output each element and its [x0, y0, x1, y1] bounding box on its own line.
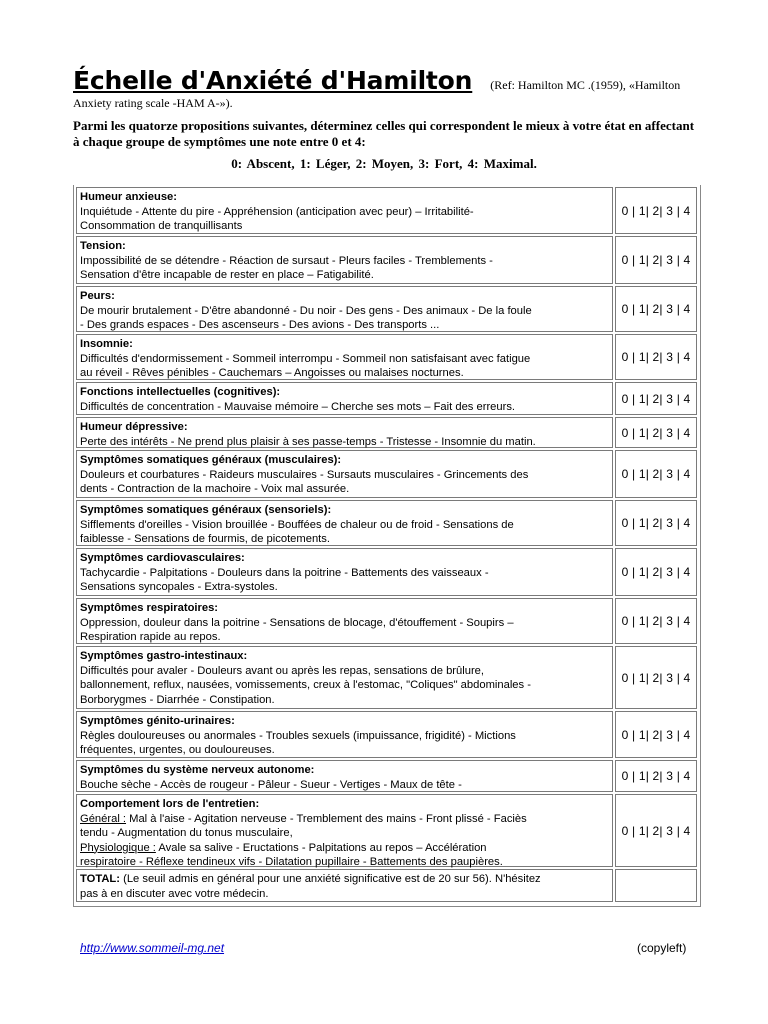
reference-line-2: Anxiety rating scale -HAM A-»). — [73, 96, 233, 110]
score-selector[interactable]: 0 | 1| 2| 3 | 4 — [615, 450, 697, 498]
symptom-text — [77, 501, 612, 547]
symptom-row — [76, 598, 613, 644]
symptom-title: Insomnie: — [80, 338, 133, 350]
symptom-title: Comportement lors de l'entretien: — [80, 798, 260, 810]
symptom-row — [76, 286, 613, 332]
symptom-title: Symptômes génito-urinaires: — [80, 715, 235, 727]
total-text — [77, 870, 612, 901]
symptom-description-line: Respiration rapide au repos. — [80, 631, 221, 643]
symptom-description-line: Sifflements d'oreilles - Vision brouillée - Bouffées de chaleur ou de froid - Sensations de — [80, 518, 514, 531]
symptom-description-line: Sensation d'être incapable de rester en place – Fatigabilité. — [80, 269, 374, 281]
title-row — [73, 66, 713, 95]
symptom-row — [76, 548, 613, 596]
symptom-description-line: Consommation de tranquillisants — [80, 220, 243, 232]
total-label: TOTAL: — [80, 873, 120, 885]
symptom-title: Peurs: — [80, 290, 115, 302]
score-selector[interactable]: 0 | 1| 2| 3 | 4 — [615, 794, 697, 867]
symptom-row — [76, 187, 613, 234]
score-selector[interactable]: 0 | 1| 2| 3 | 4 — [615, 760, 697, 792]
score-selector[interactable]: 0 | 1| 2| 3 | 4 — [615, 711, 697, 758]
symptom-row — [76, 500, 613, 546]
footer-copyleft: (copyleft) — [637, 941, 687, 955]
symptom-text — [77, 599, 612, 645]
symptom-title: Tension: — [80, 240, 126, 252]
symptom-description-line: - Des grands espaces - Des ascenseurs - Des avions - Des transports ... — [80, 319, 440, 331]
symptom-text — [77, 287, 612, 333]
symptom-text — [77, 335, 612, 381]
symptom-title: Symptômes somatiques généraux (musculaires): — [80, 454, 342, 466]
symptom-text — [77, 647, 612, 707]
score-selector[interactable]: 0 | 1| 2| 3 | 4 — [615, 286, 697, 332]
scale-legend: 0: Abscent, 1: Léger, 2: Moyen, 3: Fort, 4: Maximal. — [231, 156, 537, 171]
symptom-description-line: Bouche sèche - Accès de rougeur - Pâleur - Sueur - Vertiges - Maux de tête - — [80, 778, 462, 791]
symptom-description-line: Avale sa salive - Eructations - Palpitations au repos – Accélération — [155, 841, 487, 854]
symptom-description-line: ballonnement, reflux, nausées, vomissements, creux à l'estomac, "Coliques" abdominales - — [80, 679, 531, 691]
symptom-row — [76, 794, 613, 867]
symptom-text — [77, 795, 612, 870]
symptom-description-line: Difficultés de concentration - Mauvaise mémoire – Cherche ses mots – Fait des erreurs. — [80, 400, 516, 413]
symptom-description-line: Inquiétude - Attente du pire - Appréhension (anticipation avec peur) – Irritabilité- — [80, 205, 474, 218]
symptom-description-line: Douleurs et courbatures - Raideurs musculaires - Sursauts musculaires - Grincements des — [80, 468, 529, 481]
total-note-line: pas à en discuter avec votre médecin. — [80, 887, 269, 900]
score-selector[interactable]: 0 | 1| 2| 3 | 4 — [615, 236, 697, 284]
symptom-description-line: Mal à l'aise - Agitation nerveuse - Tremblement des mains - Front plissé - Faciès — [126, 812, 527, 825]
symptom-description-line: au réveil - Rêves pénibles - Cauchemars – Angoisses ou malaises nocturnes. — [80, 367, 464, 379]
symptom-title: Symptômes du système nerveux autonome: — [80, 764, 315, 776]
physiological-label: Physiologique : — [80, 841, 156, 854]
symptom-description-line: Difficultés pour avaler - Douleurs avant ou après les repas, sensations de brûlure, — [80, 664, 485, 677]
symptom-title: Humeur anxieuse: — [80, 191, 177, 203]
symptom-description-line: Sensations syncopales - Extra-systoles. — [80, 581, 278, 593]
score-selector[interactable]: 0 | 1| 2| 3 | 4 — [615, 500, 697, 546]
score-selector[interactable]: 0 | 1| 2| 3 | 4 — [615, 598, 697, 644]
symptom-row — [76, 236, 613, 284]
symptom-title: Symptômes somatiques généraux (sensoriels): — [80, 504, 332, 516]
total-score-cell[interactable] — [615, 869, 697, 902]
symptom-description-line: Oppression, douleur dans la poitrine - Sensations de blocage, d'étouffement - Soupirs – — [80, 616, 514, 629]
symptom-description-line: De mourir brutalement - D'être abandonné - Du noir - Des gens - Des animaux - De la foule — [80, 304, 532, 317]
symptom-text — [77, 451, 612, 497]
score-selector[interactable]: 0 | 1| 2| 3 | 4 — [615, 417, 697, 448]
symptom-row — [76, 760, 613, 792]
symptom-description-line: Borborygmes - Diarrhée - Constipation. — [80, 693, 275, 706]
score-selector[interactable]: 0 | 1| 2| 3 | 4 — [615, 646, 697, 709]
score-selector[interactable]: 0 | 1| 2| 3 | 4 — [615, 548, 697, 596]
symptom-title: Humeur dépressive: — [80, 421, 188, 433]
symptom-description-line: respiratoire - Réflexe tendineux vifs - Dilatation pupillaire - Battements des paupières. — [80, 856, 503, 868]
page-title: Échelle d'Anxiété d'Hamilton — [73, 66, 473, 95]
symptom-text — [77, 712, 612, 758]
symptom-row — [76, 334, 613, 380]
symptom-text — [77, 188, 612, 234]
symptom-text — [77, 418, 612, 449]
symptom-row — [76, 646, 613, 709]
symptom-description-line: Difficultés d'endormissement - Sommeil interrompu - Sommeil non satisfaisant avec fatigue — [80, 352, 531, 365]
symptom-title: Symptômes gastro-intestinaux: — [80, 650, 248, 662]
footer-website-link[interactable]: http://www.sommeil-mg.net — [80, 941, 225, 955]
symptom-description-line: Perte des intérêts - Ne prend plus plaisir à ses passe-temps - Tristesse - Insomnie du matin. — [80, 435, 536, 448]
score-selector[interactable]: 0 | 1| 2| 3 | 4 — [615, 382, 697, 415]
total-note-line: (Le seuil admis en général pour une anxiété significative est de 20 sur 56). N'hésitez — [119, 873, 541, 885]
symptom-title: Symptômes respiratoires: — [80, 602, 219, 614]
general-label: Général : — [80, 812, 127, 825]
total-row — [76, 869, 613, 902]
symptom-title: Fonctions intellectuelles (cognitives): — [80, 386, 281, 398]
symptom-description-line: tendu - Augmentation du tonus musculaire, — [80, 827, 293, 839]
symptom-text — [77, 761, 612, 792]
symptom-title: Symptômes cardiovasculaires: — [80, 552, 245, 564]
symptom-description-line: dents - Contraction de la machoire - Voix mal assurée. — [80, 483, 350, 495]
symptom-row — [76, 382, 613, 415]
symptom-description-line: Règles douloureuses ou anormales - Troubles sexuels (impuissance, frigidité) - Mictions — [80, 729, 516, 742]
symptom-text — [77, 549, 612, 595]
score-selector[interactable]: 0 | 1| 2| 3 | 4 — [615, 334, 697, 380]
symptom-description-line: Impossibilité de se détendre - Réaction de sursaut - Pleurs faciles - Tremblements - — [80, 254, 493, 267]
symptom-row — [76, 450, 613, 498]
symptom-text — [77, 237, 612, 283]
symptom-text — [77, 383, 612, 414]
reference-line-1: (Ref: Hamilton MC .(1959), «Hamilton — [490, 78, 681, 92]
instructions: Parmi les quatorze propositions suivantes, déterminez celles qui correspondent le mieux à votre état en affectant à chaque groupe de symptômes une note entre 0 et 4: — [73, 118, 695, 149]
symptom-description-line: Tachycardie - Palpitations - Douleurs dans la poitrine - Battements des vaisseaux - — [80, 566, 489, 579]
score-selector[interactable]: 0 | 1| 2| 3 | 4 — [615, 187, 697, 234]
symptom-row — [76, 711, 613, 758]
symptom-description-line: fréquentes, urgentes, ou douloureuses. — [80, 744, 275, 756]
symptom-description-line: faiblesse - Sensations de fourmis, de picotements. — [80, 533, 330, 545]
symptom-row — [76, 417, 613, 448]
